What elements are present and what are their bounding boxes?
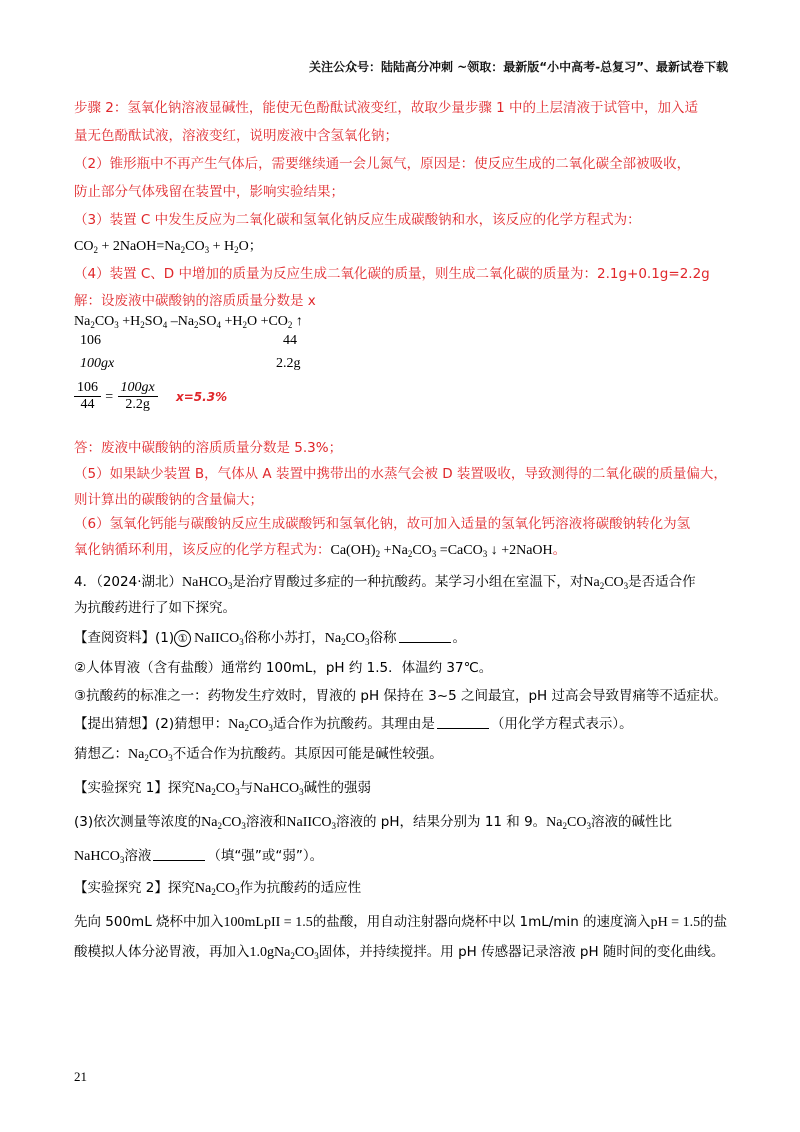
sol5-line1: （5）如果缺少装置 B，气体从 A 装置中携带出的水蒸气会被 D 装置吸收，导致测得的二氧化碳的质量偏大， <box>74 466 727 482</box>
hypothesis-a: 【提出猜想】(2)猜想甲：$Na_2CO_3$适合作为抗酸药。其理由是 （用化学方程式表示）。 <box>74 716 633 733</box>
experiment2-line1: 先向 500mL 烧杯中加入100mLpII = 1.5的盐酸，用自动注射器向烧杯中以 1mL/min 的速度滴入pH = 1.5的盐 <box>74 914 728 930</box>
reference-item2: ②人体胃液（含有盐酸）通常约 100mL，pH 约 1.5．体温约 37℃。 <box>74 660 493 676</box>
answer-blank-3[interactable] <box>153 848 205 861</box>
reference-item3: ③抗酸药的标准之一：药物发生疗效时，胃液的 pH 保持在 3~5 之间最宜，pH 过高会导致胃痛等不适症状。 <box>74 688 727 704</box>
page-header: 关注公众号：陆陆高分冲刺 ~领取：最新版“小中高考-总复习”、最新试卷下载 <box>309 60 728 74</box>
experiment1-line1: (3)依次测量等浓度的$Na_2CO_3$溶液和NaIICO$_3$溶液的 pH，结果分别为 11 和 9。$Na_2CO_3$溶液的碱性比 <box>74 814 672 831</box>
solution-let: 解：设废液中碳酸钠的溶质质量分数是 x <box>74 293 316 309</box>
answer-blank-1[interactable] <box>399 630 451 643</box>
q4-intro-line2: 为抗酸药进行了如下探究。 <box>74 600 236 616</box>
proportion-equation: $\frac{106}{44}$ = $\frac{100gx}{2.2g}$ x=5.3% <box>74 380 227 413</box>
answer-blank-2[interactable] <box>437 716 489 729</box>
sol4-line: （4）装置 C、D 中增加的质量为反应生成二氧化碳的质量，则生成二氧化碳的质量为：2.1g+0.1g=2.2g <box>74 266 710 282</box>
experiment1-line2: NaHCO$_3$溶液 （填“强”或“弱”）。 <box>74 848 324 865</box>
equation-na2co3-h2so4: $Na_2CO_3 +H_2SO_4$ $-Na_2SO_4 +H_2O +CO_2$ ↑ <box>74 314 303 330</box>
experiment2-title: 【实验探究 2】探究$Na_2CO_3$作为抗酸药的适应性 <box>74 880 362 897</box>
sol6-line2: 氧化钠循环利用，该反应的化学方程式为：$Ca(OH)_2 +Na_2CO_3$ =CaCO$_3$ ↓ +2NaOH。 <box>74 542 567 559</box>
ratio-100gx: 100gx <box>80 356 115 371</box>
reference-item1: 【查阅资料】(1) ① NaIICO$_3$俗称小苏打，$Na_2CO_3$俗称 。 <box>74 630 467 647</box>
ratio-106: 106 <box>80 333 101 348</box>
step2-line1: 步骤 2：氢氧化钠溶液显碱性，能使无色酚酞试液变红，故取少量步骤 1 中的上层清液于试管中，加入适 <box>74 100 699 116</box>
equation-co2-naoh: $CO_2$ + $2NaOH=Na_2CO_3 + H_2O$； <box>74 238 263 255</box>
sol2-line2: 防止部分气体残留在装置中，影响实验结果； <box>74 184 344 200</box>
sol3-line: （3）装置 C 中发生反应为二氧化碳和氢氧化钠反应生成碳酸钠和水，该反应的化学方程式为： <box>74 212 641 228</box>
sol6-line1: （6）氢氧化钙能与碳酸钠反应生成碳酸钙和氢氧化钠，故可加入适量的氢氧化钙溶液将碳酸钠转化为氢 <box>74 516 691 532</box>
sol5-line2: 则计算出的碳酸钠的含量偏大； <box>74 492 263 508</box>
ratio-44: 44 <box>283 333 297 348</box>
page-number: 21 <box>74 1069 87 1084</box>
sol2-line1: （2）锥形瓶中不再产生气体后，需要继续通一会儿氮气，原因是：使反应生成的二氧化碳全部被吸收， <box>74 156 691 172</box>
answer-line: 答：废液中碳酸钠的溶质质量分数是 5.3%； <box>74 440 343 456</box>
hypothesis-b: 猜想乙：$Na_2CO_3$不适合作为抗酸药。其原因可能是碱性较强。 <box>74 746 443 763</box>
q4-intro-line1: 4．（2024·湖北）NaHCO$_3$是治疗胃酸过多症的一种抗酸药。某学习小组在室温下，对$Na_2CO_3$是否适合作 <box>74 574 696 591</box>
ratio-2-2g: 2.2g <box>276 356 301 371</box>
experiment2-line2: 酸模拟人体分泌胃液，再加入$1.0gNa_2CO_3$固体，并持续搅拌。用 pH 传感器记录溶液 pH 随时间的变化曲线。 <box>74 944 725 961</box>
step2-line2: 量无色酚酞试液，溶液变红，说明废液中含氢氧化钠； <box>74 128 398 144</box>
experiment1-title: 【实验探究 1】探究$Na_2CO_3$与NaHCO$_3$碱性的强弱 <box>74 780 372 797</box>
